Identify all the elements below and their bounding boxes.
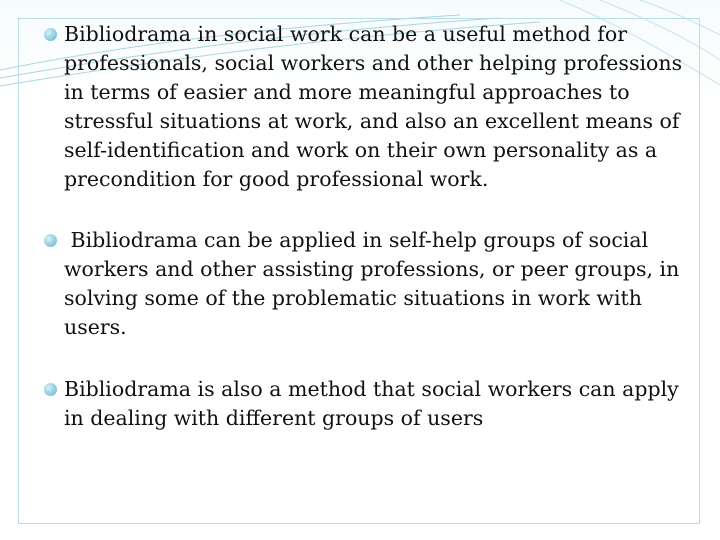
- bullet-list: [44, 20, 684, 433]
- bullet-text: Bibliodrama is also a method that social workers can apply in dealing with different groups of users: [64, 377, 679, 430]
- bullet-text: Bibliodrama can be applied in self-help groups of social workers and other assisting professions, or peer groups, in solving some of the problematic situations in work with users.: [64, 228, 686, 339]
- bullet-circle-icon: [44, 28, 57, 41]
- bullet-item-3: [44, 375, 684, 433]
- bullet-item-2: [44, 226, 684, 342]
- bullet-circle-icon: [44, 383, 57, 396]
- bullet-item-1: [44, 20, 684, 194]
- bullet-text: Bibliodrama in social work can be a useful method for professionals, social workers and other helping professions in terms of easier and more meaningful approaches to stressful situations at work, and also an excellent means of self-identification and work on their own personality as a precondition for good professional work.: [64, 22, 683, 191]
- bullet-circle-icon: [44, 234, 57, 247]
